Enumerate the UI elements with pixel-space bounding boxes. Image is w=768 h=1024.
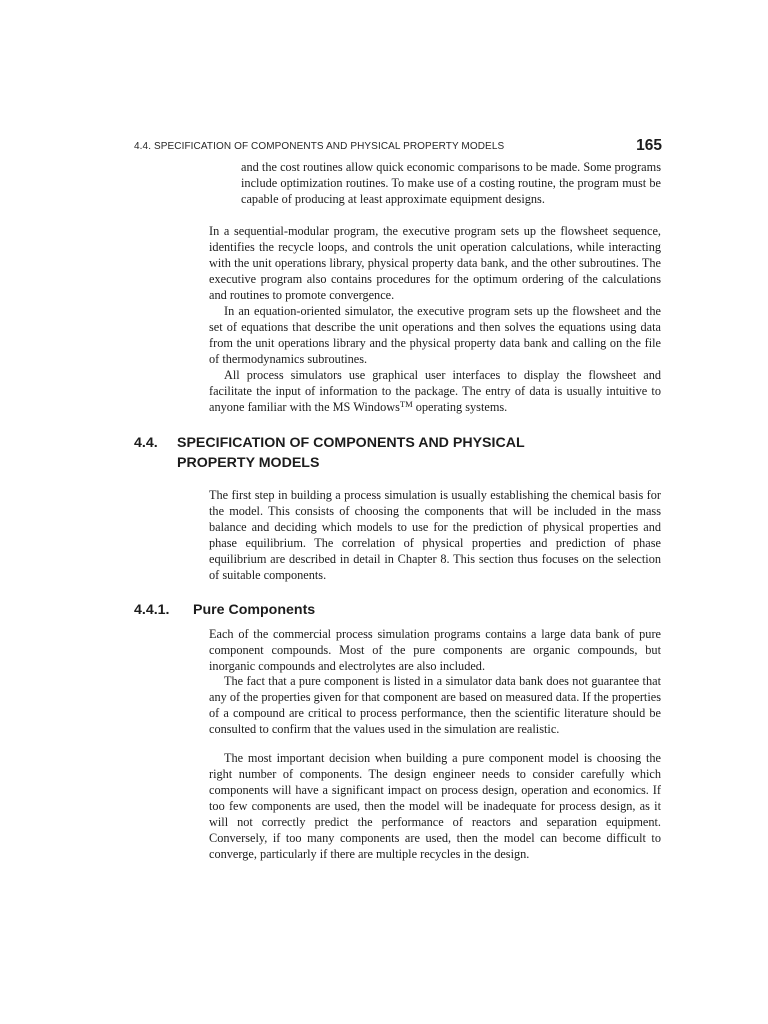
subsection-heading <box>134 601 534 619</box>
continued-list-paragraph: and the cost routines allow quick economic comparisons to be made. Some programs include optimization routines. To make use of a costing routine, the program must be capable of producing at least approximate equipment designs. <box>241 160 661 206</box>
running-header-title: 4.4. SPECIFICATION OF COMPONENTS AND PHYSICAL PROPERTY MODELS <box>134 141 505 152</box>
running-header <box>134 128 662 152</box>
subsection-number: 4.4.1. <box>134 602 170 618</box>
section-title: SPECIFICATION OF COMPONENTS AND PHYSICAL PROPERTY MODELS <box>177 435 525 471</box>
subsection-title: Pure Components <box>193 602 316 618</box>
page-number: 165 <box>636 137 662 154</box>
section-number: 4.4. <box>134 435 158 451</box>
section-intro-paragraph: The first step in building a process simulation is usually establishing the chemical basis for the model. This consists of choosing the components that will be included in the mass balance and deciding which models to use for the prediction of physical properties and phase equilibrium. The correlation of physical properties and prediction of phase equilibrium are described in detail in Chapter 8. This section thus focuses on the selection of suitable components. <box>209 488 661 582</box>
gui-paragraph-text: All process simulators use graphical user interfaces to display the flowsheet and facilitate the input of information to the package. The entry of data is usually intuitive to anyone familiar with the MS Windows <box>209 368 661 414</box>
pure-components-paragraph-2: The fact that a pure component is listed in a simulator data bank does not guarantee that any of the properties given for that component are based on measured data. If the properties of a compound are critical to process performance, then the scientific literature should be consulted to confirm that the values used in the simulation are realistic. <box>209 674 661 736</box>
intro-paragraph-sequential-modular: In a sequential-modular program, the executive program sets up the flowsheet sequence, identifies the recycle loops, and controls the unit operation calculations, while interacting with the unit operations library, physical property data bank, and the other subroutines. The executive program also contains procedures for the optimum ordering of the calculations and routines to promote convergence. <box>209 224 661 302</box>
trademark-superscript: TM <box>399 398 413 409</box>
section-heading <box>134 433 654 473</box>
intro-paragraph-equation-oriented: In an equation-oriented simulator, the executive program sets up the flowsheet and the set of equations that describe the unit operations and then solves the equations using data from the unit operations library and the physical property data bank and calling on the file of thermodynamics subroutines. <box>209 304 661 366</box>
pure-components-paragraph-1: Each of the commercial process simulation programs contains a large data bank of pure component compounds. Most of the pure components are organic compounds, but inorganic compounds and electrolytes are also included. <box>209 627 661 673</box>
gui-paragraph-end: operating systems. <box>412 399 508 414</box>
intro-paragraph-gui <box>209 368 661 416</box>
pure-components-paragraph-3: The most important decision when building a pure component model is choosing the right number of components. The design engineer needs to consider carefully which components will have a significant impact on process design, operation and economics. If too few components are used, then the model will be inadequate for process design, as it will not correctly predict the performance of reactors and separation equipment. Conversely, if too many components are used, then the model can become difficult to converge, particularly if there are multiple recycles in the design. <box>209 751 661 861</box>
